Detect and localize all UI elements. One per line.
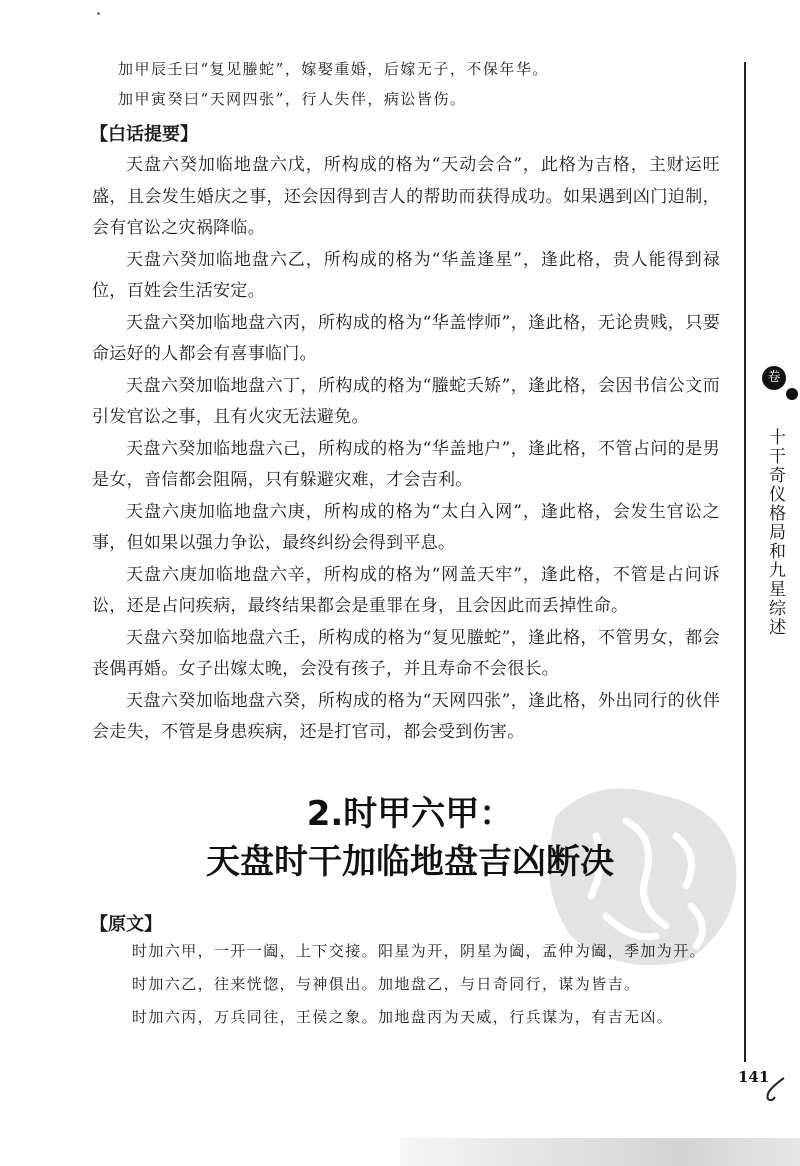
chapter-badge: 卷	[762, 366, 786, 390]
original-paragraph: 时加六乙，往来恍惚，与神俱出。加地盘乙，与日奇同行，谋为皆吉。	[132, 975, 641, 993]
original-text-heading: 【原文】	[90, 914, 162, 935]
original-paragraph: 时加六甲，一开一阖，上下交接。阳星为开，阴星为阖，孟仲为阖，季加为开。	[132, 942, 707, 960]
vernacular-paragraph: 天盘六庚加临地盘六庚，所构成的格为“太白入网”，逢此格，会发生官讼之事，但如果以强力争讼，最终纠纷会得到平息。	[92, 501, 720, 553]
classical-line-2: 加甲寅癸曰“天网四张”，行人失伴，病讼皆伤。	[118, 90, 467, 108]
scan-speck	[97, 12, 100, 15]
vernacular-paragraph: 天盘六癸加临地盘六壬，所构成的格为“复见螣蛇”，逢此格，不管男女，都会丧偶再婚。女子出嫁太晚，会没有孩子，并且寿命不会很长。	[92, 627, 720, 679]
vernacular-paragraph: 天盘六庚加临地盘六辛，所构成的格为“网盖天牢”，逢此格，不管是占问诉讼，还是占问疾病，最终结果都会是重罪在身，且会因此而丢掉性命。	[92, 564, 720, 616]
side-chapter-title: 十干奇仪格局和九星综述	[765, 428, 785, 637]
vernacular-paragraph: 天盘六癸加临地盘六戊，所构成的格为“天动会合”，此格为吉格，主财运旺盛，且会发生婚庆之事，还会因得到吉人的帮助而获得成功。如果遇到凶门迫制，会有官讼之灾祸降临。	[92, 155, 720, 238]
page-number: 141	[738, 1068, 770, 1086]
vernacular-heading: 【白话提要】	[90, 124, 198, 145]
classical-line-1: 加甲辰壬曰“复见螣蛇”，嫁娶重婚，后嫁无子，不保年华。	[118, 60, 549, 78]
badge-dot-icon	[786, 388, 798, 400]
scan-edge-strip	[400, 1138, 800, 1166]
original-paragraph: 时加六丙，万兵同往，王侯之象。加地盘丙为天威，行兵谋为，有吉无凶。	[132, 1008, 674, 1026]
chapter-title-line-2: 天盘时干加临地盘吉凶断决	[206, 842, 614, 882]
vernacular-paragraph: 天盘六癸加临地盘六己，所构成的格为“华盖地户”，逢此格，不管占问的是男是女，音信都会阻隔，只有躲避灾难，才会吉利。	[92, 438, 720, 490]
vernacular-paragraph: 天盘六癸加临地盘六丙，所构成的格为“华盖悖师”，逢此格，无论贵贱，只要命运好的人都会有喜事临门。	[92, 312, 720, 364]
original-text-body	[92, 935, 722, 1034]
flourish-icon	[758, 1074, 788, 1104]
chapter-title-line-1: 2.时甲六甲：	[306, 794, 514, 834]
vernacular-body	[92, 150, 720, 749]
margin-rule	[744, 62, 746, 1062]
vernacular-paragraph: 天盘六癸加临地盘六丁，所构成的格为“螣蛇夭矫”，逢此格，会因书信公文而引发官讼之事，且有火灾无法避免。	[92, 375, 720, 427]
vernacular-paragraph: 天盘六癸加临地盘六癸，所构成的格为“天网四张”，逢此格，外出同行的伙伴会走失，不管是身患疾病，还是打官司，都会受到伤害。	[92, 690, 720, 742]
vernacular-paragraph: 天盘六癸加临地盘六乙，所构成的格为“华盖逢星”，逢此格，贵人能得到禄位，百姓会生活安定。	[92, 249, 720, 301]
